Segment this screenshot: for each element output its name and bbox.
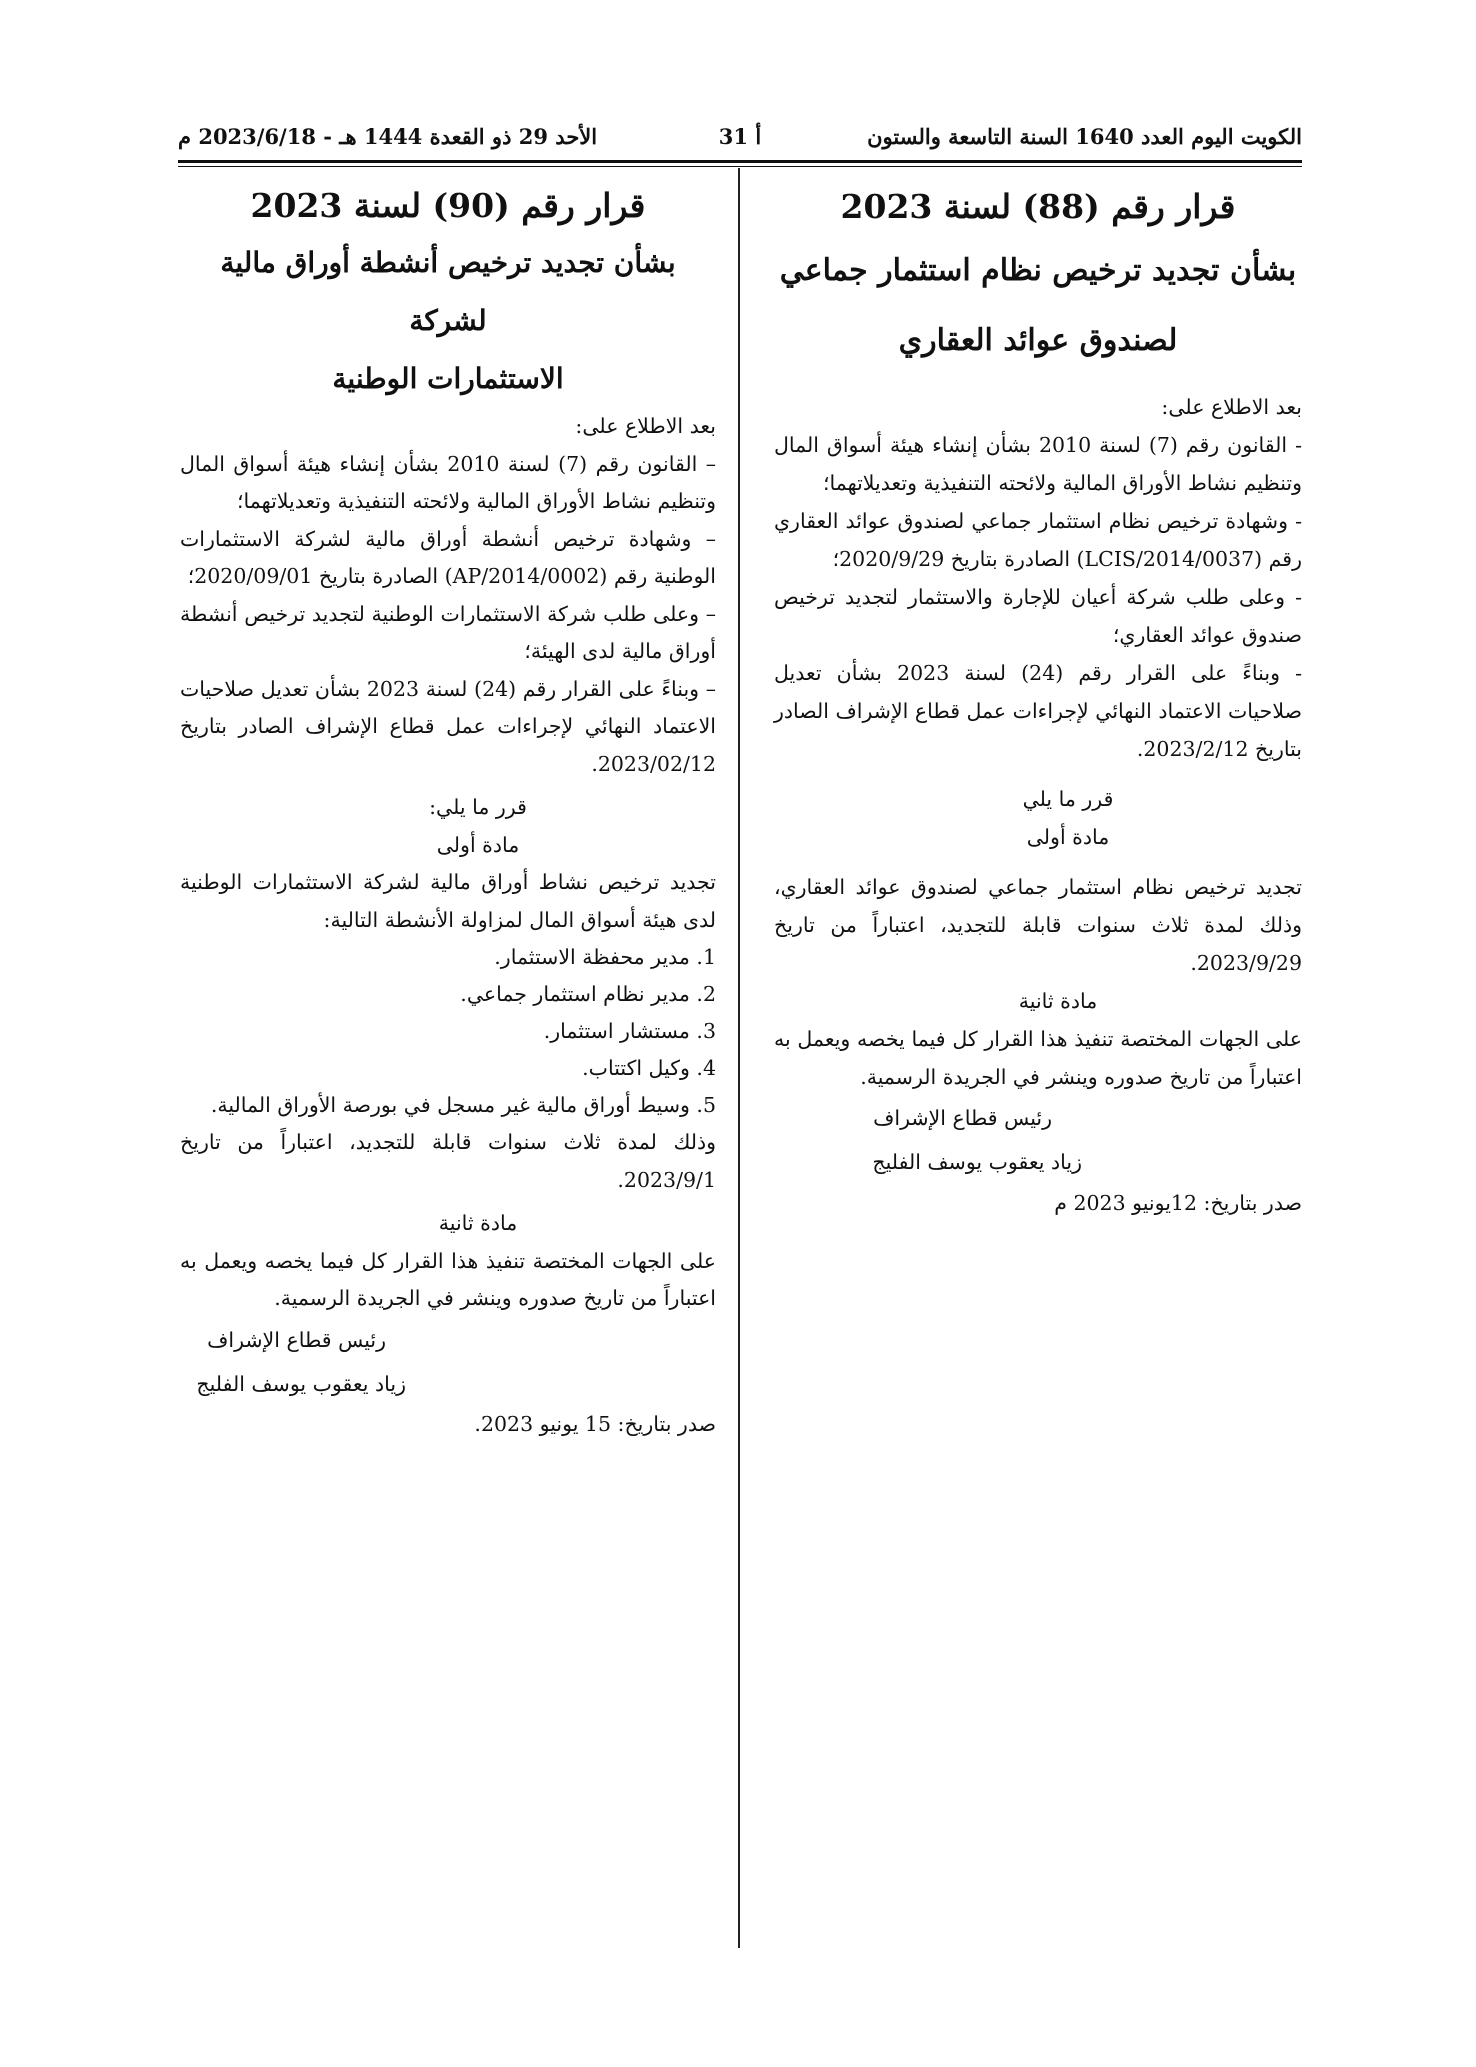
decision-88-decided: قرر ما يلي	[1022, 787, 1114, 811]
decision-88-article1-title: مادة أولى	[1026, 825, 1110, 849]
column-divider	[738, 168, 740, 1948]
decision-88-signature-name: زياد يعقوب يوسف الفليج	[872, 1150, 1082, 1174]
header-page-number: أ 31	[718, 124, 762, 149]
header-date: الأحد 29 ذو القعدة 1444 هـ - 2023/6/18 م	[178, 124, 598, 149]
decision-90-activity: 4. وكيل اكتتاب.	[582, 1056, 716, 1080]
decision-90-article1-title: مادة أولى	[436, 832, 520, 857]
decision-90-article1-tail: وذلك لمدة ثلاث سنوات قابلة للتجديد، اعتباراً من تاريخ 2023/9/1.	[180, 1130, 716, 1192]
decision-90-item: – وشهادة ترخيص أنشطة أوراق مالية لشركة الاستثمارات الوطنية رقم (AP/2014/0002) الصادرة بتاريخ 2020/09/01؛	[180, 526, 716, 588]
decision-90-item: – وبناءً على القرار رقم (24) لسنة 2023 بشأن تعديل صلاحيات الاعتماد النهائي لإجراءات عمل قطاع الإشراف الصادر بتاريخ 2023/02/12.	[180, 676, 716, 776]
decision-88-issue-date: صدر بتاريخ: 12يونيو 2023 م	[1054, 1191, 1302, 1215]
decision-90-activity: 2. مدير نظام استثمار جماعي.	[460, 982, 716, 1006]
decision-90-article2-text: على الجهات المختصة تنفيذ هذا القرار كل فيما يخصه ويعمل به اعتباراً من تاريخ صدوره وينشر في الجريدة الرسمية.	[180, 1248, 716, 1310]
decision-88-signature-title: رئيس قطاع الإشراف	[873, 1106, 1052, 1130]
decision-90-activity: 5. وسيط أوراق مالية غير مسجل في بورصة الأوراق المالية.	[210, 1093, 716, 1117]
decision-90-decided: قرر ما يلي:	[429, 795, 527, 819]
header-rule-thick	[178, 160, 1302, 163]
decision-88-title: قرار رقم (88) لسنة 2023	[840, 187, 1236, 226]
decision-88-subtitle-line1: بشأن تجديد ترخيص نظام استثمار جماعي	[779, 253, 1297, 288]
decision-90-issue-date: صدر بتاريخ: 15 يونيو 2023.	[474, 1411, 716, 1436]
header-issue-info: الكويت اليوم العدد 1640 السنة التاسعة والستون	[867, 124, 1302, 149]
decision-88-item: - القانون رقم (7) لسنة 2010 بشأن إنشاء هيئة أسواق المال وتنظيم نشاط الأوراق المالية ولائحته التنفيذية وتعديلاتهما؛	[774, 433, 1303, 495]
decision-90-article2-title: مادة ثانية	[438, 1211, 518, 1235]
decision-90-article1-text: تجديد ترخيص نشاط أوراق مالية لشركة الاستثمارات الوطنية لدى هيئة أسواق المال لمزاولة الأنشطة التالية:	[180, 870, 716, 932]
decision-90-intro: بعد الاطلاع على:	[575, 414, 716, 438]
decision-88-subtitle-line2: لصندوق عوائد العقاري	[898, 323, 1178, 358]
decision-90-column	[180, 178, 716, 1443]
decision-90-signature-title: رئيس قطاع الإشراف	[207, 1327, 386, 1352]
page-header	[178, 118, 1302, 158]
decision-90-signature-name: زياد يعقوب يوسف الفليج	[196, 1371, 406, 1396]
decision-88-item: - وبناءً على القرار رقم (24) لسنة 2023 بشأن تعديل صلاحيات الاعتماد النهائي لإجراءات عمل قطاع الإشراف الصادر بتاريخ 2023/2/12.	[774, 661, 1302, 761]
decision-88-item: - وعلى طلب شركة أعيان للإجارة والاستثمار لتجديد ترخيص صندوق عوائد العقاري؛	[774, 585, 1302, 647]
decision-90-item: – القانون رقم (7) لسنة 2010 بشأن إنشاء هيئة أسواق المال وتنظيم نشاط الأوراق المالية ولائحته التنفيذية وتعديلاتهما؛	[180, 451, 716, 513]
decision-90-activity: 3. مستشار استثمار.	[543, 1019, 716, 1043]
decision-88-item: - وشهادة ترخيص نظام استثمار جماعي لصندوق عوائد العقاري رقم (LCIS/2014/0037) الصادرة بتاريخ 2020/9/29؛	[774, 509, 1302, 571]
decision-88-article2-text: على الجهات المختصة تنفيذ هذا القرار كل فيما يخصه ويعمل به اعتباراً من تاريخ صدوره وينشر في الجريدة الرسمية.	[774, 1027, 1302, 1089]
decision-90-subtitle-line2: الاستثمارات الوطنية	[332, 362, 564, 395]
decision-88-article2-title: مادة ثانية	[1018, 989, 1098, 1013]
decision-90-activity: 1. مدير محفظة الاستثمار.	[494, 945, 716, 969]
decision-90-item: – وعلى طلب شركة الاستثمارات الوطنية لتجديد ترخيص أنشطة أوراق مالية لدى الهيئة؛	[180, 601, 716, 663]
decision-88-article1-text: تجديد ترخيص نظام استثمار جماعي لصندوق عوائد العقاري، وذلك لمدة ثلاث سنوات قابلة للتجديد، اعتباراً من تاريخ 2023/9/29.	[774, 875, 1302, 975]
decision-90-title: قرار رقم (90) لسنة 2023	[250, 186, 646, 225]
decision-90-subtitle-line1: بشأن تجديد ترخيص أنشطة أوراق مالية لشركة	[220, 246, 676, 337]
decision-88-intro: بعد الاطلاع على:	[1161, 395, 1302, 419]
decision-88-column	[774, 178, 1302, 1222]
header-rule-thin	[178, 166, 1302, 167]
